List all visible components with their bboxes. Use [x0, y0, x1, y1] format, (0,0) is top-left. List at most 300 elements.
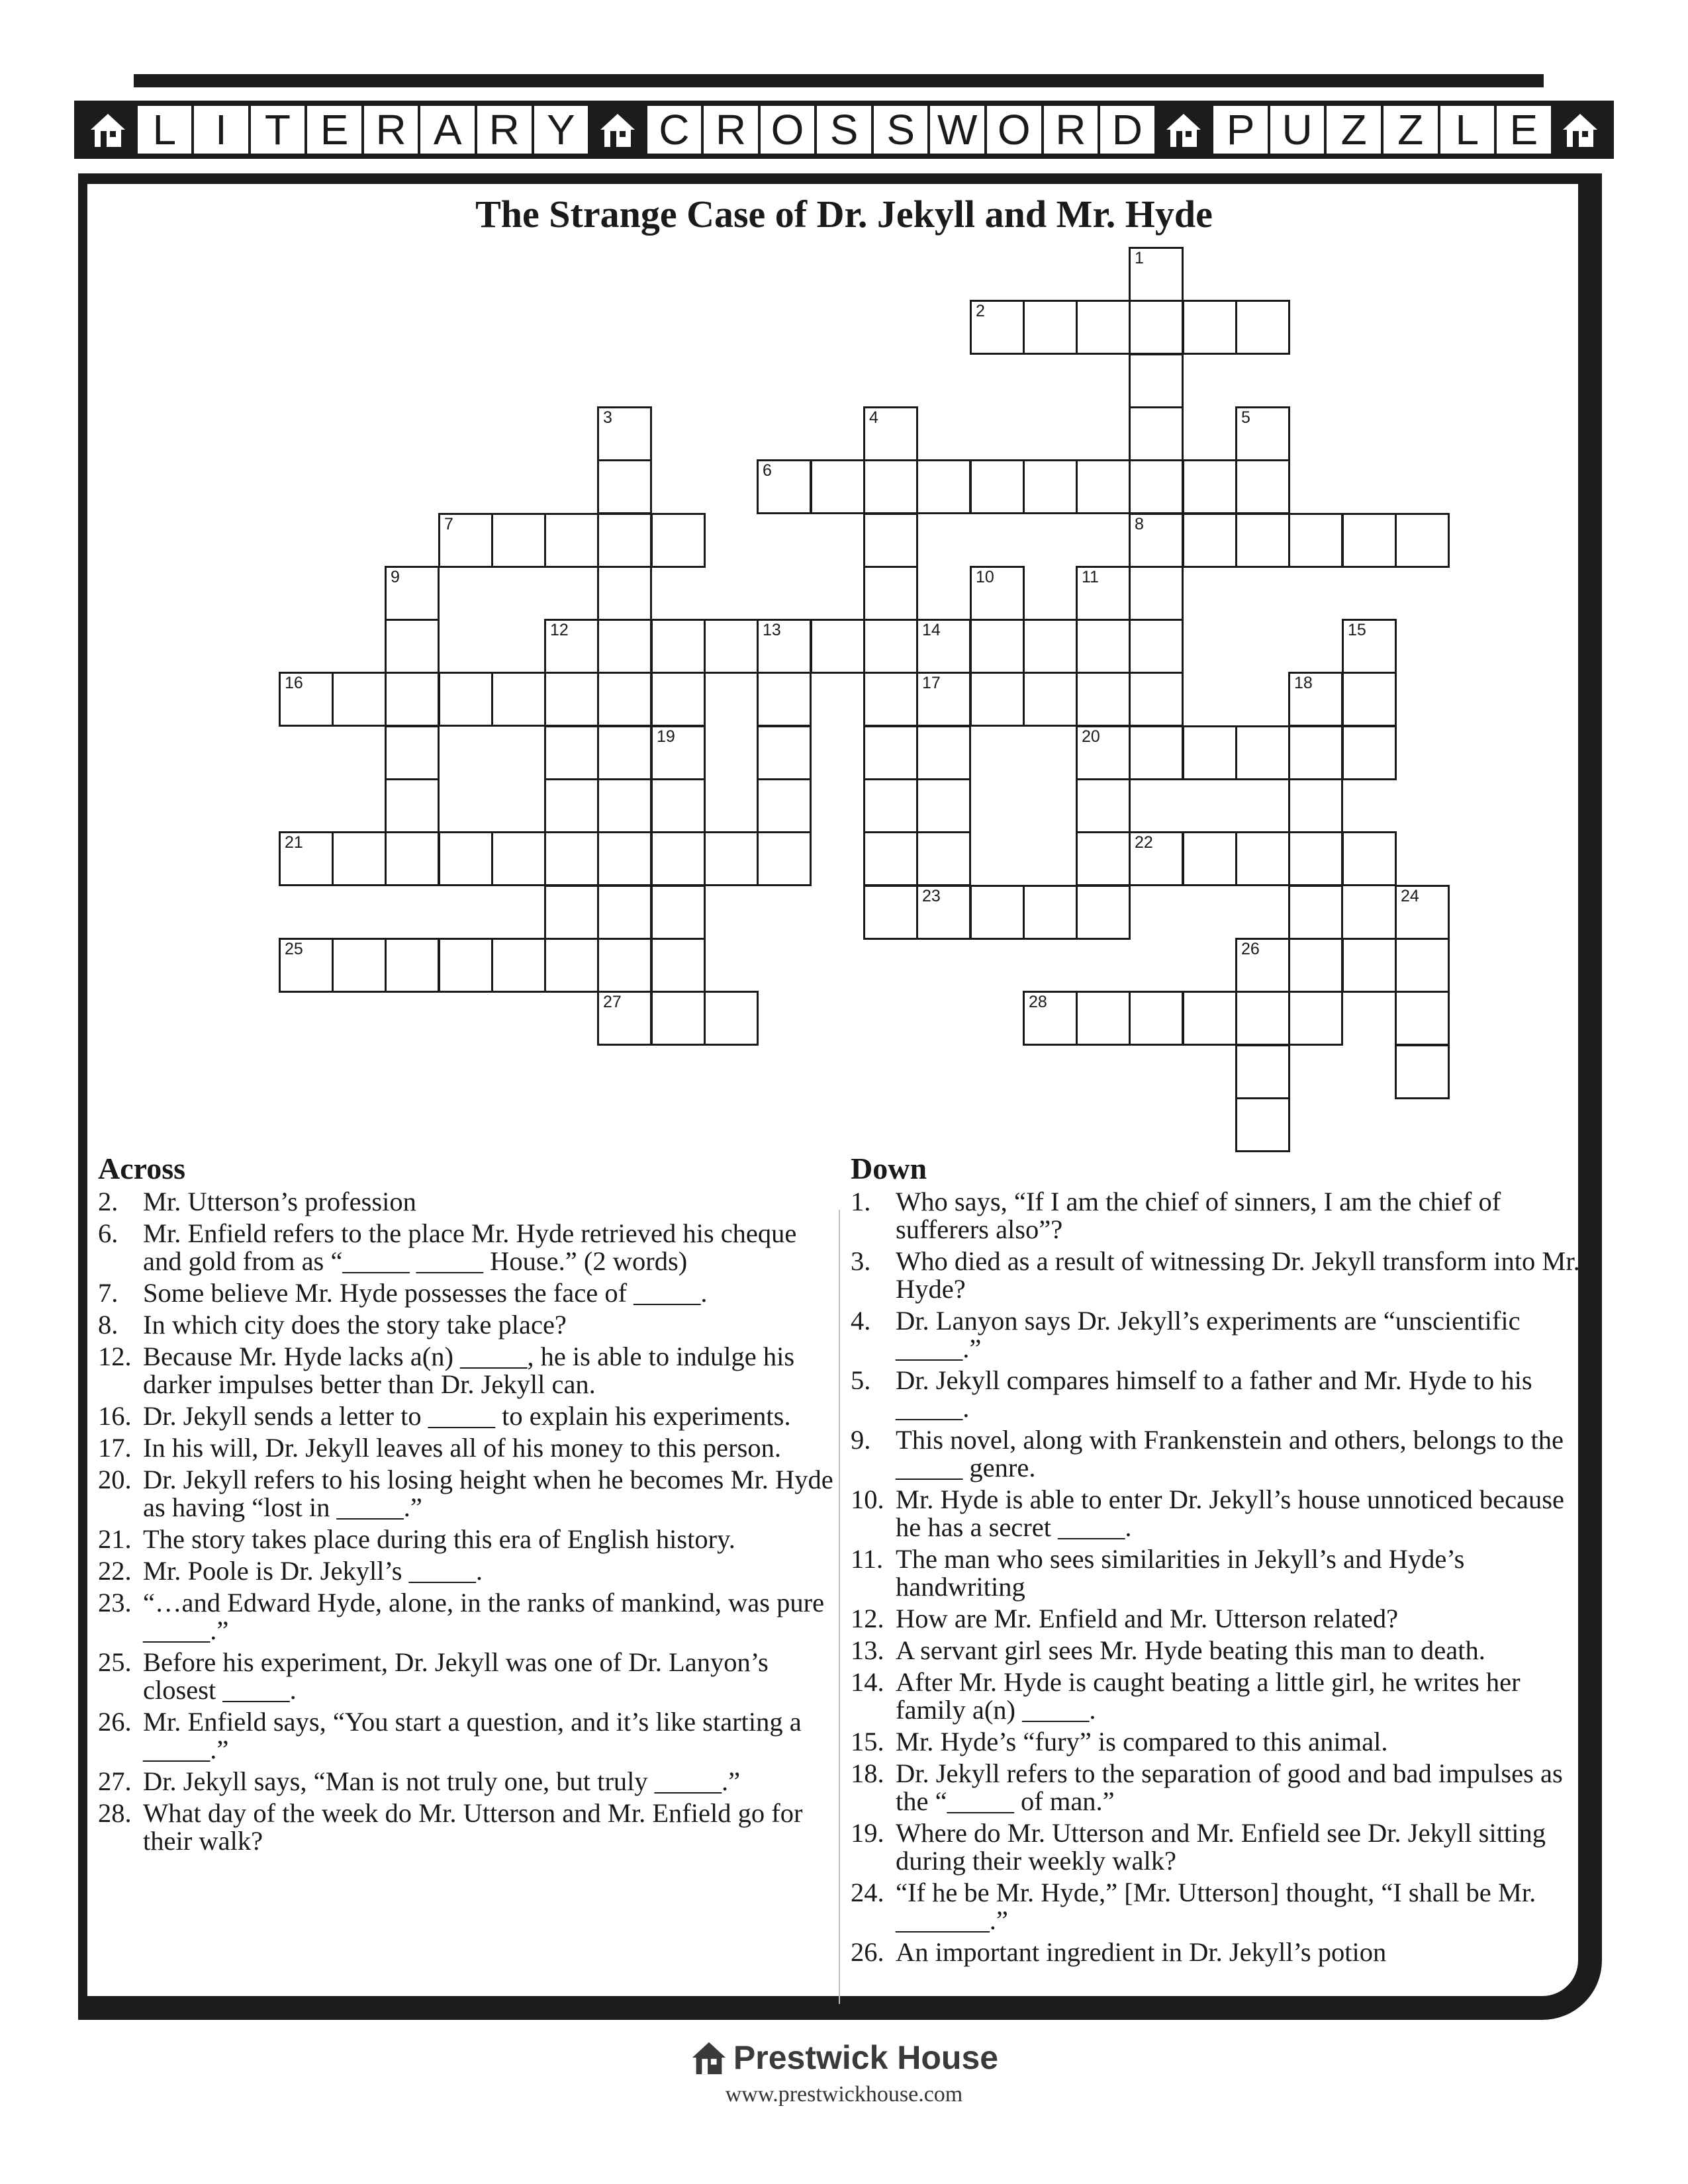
- clue-number: 23.: [98, 1587, 132, 1617]
- grid-cell[interactable]: [1129, 619, 1184, 674]
- across-clue: [98, 1799, 834, 1855]
- grid-cell[interactable]: [597, 725, 652, 780]
- footer-brand-name: Prestwick House: [733, 2039, 999, 2076]
- clue-text: Dr. Jekyll compares himself to a father and Mr. Hyde to his _____.: [896, 1365, 1532, 1423]
- grid-cell[interactable]: [1235, 1044, 1290, 1099]
- grid-cell[interactable]: [544, 725, 599, 780]
- banner-letter: L: [1440, 106, 1495, 154]
- cell-number: 5: [1241, 408, 1250, 427]
- grid-cell[interactable]: [1129, 406, 1184, 461]
- clue-number: 26.: [851, 1936, 884, 1967]
- grid-cell[interactable]: [1288, 725, 1343, 780]
- grid-cell[interactable]: [970, 885, 1025, 940]
- down-clues: [851, 1152, 1585, 1970]
- clue-number: 24.: [851, 1877, 884, 1907]
- grid-cell[interactable]: [651, 938, 706, 993]
- grid-cell[interactable]: [651, 885, 706, 940]
- grid-cell[interactable]: [1235, 725, 1290, 780]
- grid-cell[interactable]: [1235, 938, 1290, 993]
- grid-cell[interactable]: [863, 566, 918, 621]
- grid-cell[interactable]: [863, 725, 918, 780]
- grid-cell[interactable]: [438, 831, 493, 886]
- grid-cell[interactable]: [438, 672, 493, 727]
- cell-number: 14: [922, 621, 941, 639]
- cell-number: 17: [922, 674, 941, 692]
- clue-number: 27.: [98, 1766, 132, 1796]
- across-heading: Across: [98, 1152, 186, 1185]
- cell-number: 10: [976, 568, 994, 586]
- grid-cell[interactable]: [1129, 459, 1184, 514]
- clue-number: 11.: [851, 1543, 884, 1574]
- clue-text: An important ingredient in Dr. Jekyll’s potion: [896, 1936, 1387, 1967]
- grid-cell[interactable]: [544, 778, 599, 833]
- banner-letter: I: [194, 106, 248, 154]
- clue-text: Who died as a result of witnessing Dr. Jekyll transform into Mr. Hyde?: [896, 1246, 1580, 1304]
- down-clue: [851, 1668, 1585, 1724]
- clue-text: The man who sees similarities in Jekyll’s and Hyde’s handwriting: [896, 1543, 1465, 1602]
- down-clue: [851, 1188, 1585, 1244]
- grid-cell[interactable]: [863, 778, 918, 833]
- clue-number: 19.: [851, 1817, 884, 1848]
- grid-cell[interactable]: [810, 459, 865, 514]
- cell-number: 26: [1241, 940, 1260, 958]
- cell-number: 8: [1135, 515, 1144, 533]
- grid-cell[interactable]: [385, 619, 440, 674]
- grid-cell[interactable]: [597, 566, 652, 621]
- cell-number: 27: [603, 993, 622, 1011]
- clue-text: Before his experiment, Dr. Jekyll was one of Dr. Lanyon’s closest _____.: [143, 1647, 769, 1705]
- cell-number: 7: [444, 515, 453, 533]
- grid-cell[interactable]: [597, 459, 652, 514]
- cell-number: 18: [1294, 674, 1313, 692]
- clue-number: 12.: [98, 1341, 132, 1371]
- grid-cell[interactable]: [1129, 300, 1184, 355]
- clue-number: 21.: [98, 1524, 132, 1554]
- grid-cell[interactable]: [704, 991, 759, 1046]
- grid-cell[interactable]: [863, 406, 918, 461]
- banner-letter: R: [364, 106, 418, 154]
- clue-number: 14.: [851, 1666, 884, 1697]
- clue-number: 26.: [98, 1706, 132, 1737]
- grid-cell[interactable]: [1076, 459, 1131, 514]
- clue-number: 18.: [851, 1758, 884, 1788]
- cell-number: 6: [763, 461, 772, 480]
- grid-cell[interactable]: [597, 619, 652, 674]
- across-clue: [98, 1311, 834, 1339]
- grid-cell[interactable]: [385, 725, 440, 780]
- grid-cell[interactable]: [757, 672, 812, 727]
- grid-cell[interactable]: [757, 725, 812, 780]
- grid-cell[interactable]: [757, 619, 812, 674]
- clue-number: 3.: [851, 1246, 871, 1276]
- clue-number: 6.: [98, 1218, 118, 1248]
- grid-cell[interactable]: [651, 619, 706, 674]
- grid-cell[interactable]: [544, 513, 599, 568]
- grid-cell[interactable]: [757, 831, 812, 886]
- clue-number: 16.: [98, 1400, 132, 1431]
- grid-cell[interactable]: [1023, 619, 1078, 674]
- grid-cell[interactable]: [491, 513, 546, 568]
- across-clue: [98, 1188, 834, 1216]
- across-clue: [98, 1525, 834, 1553]
- grid-cell[interactable]: [1076, 885, 1131, 940]
- grid-cell[interactable]: [597, 778, 652, 833]
- banner-letter: E: [307, 106, 361, 154]
- down-heading: Down: [851, 1152, 927, 1185]
- down-clue: [851, 1728, 1585, 1756]
- grid-cell[interactable]: [1235, 1097, 1290, 1152]
- clue-number: 10.: [851, 1484, 884, 1514]
- grid-cell[interactable]: [597, 885, 652, 940]
- clue-number: 7.: [98, 1277, 118, 1308]
- across-clues: [98, 1152, 834, 1859]
- clue-number: 28.: [98, 1797, 132, 1828]
- down-clue: [851, 1486, 1585, 1541]
- banner-letter: W: [930, 106, 984, 154]
- across-clue: [98, 1708, 834, 1764]
- grid-cell[interactable]: [1129, 353, 1184, 408]
- cell-number: 21: [285, 833, 303, 852]
- grid-cell[interactable]: [863, 619, 918, 674]
- grid-cell[interactable]: [863, 672, 918, 727]
- grid-cell[interactable]: [863, 885, 918, 940]
- cell-number: 28: [1029, 993, 1047, 1011]
- clue-number: 13.: [851, 1635, 884, 1665]
- grid-cell[interactable]: [1288, 778, 1343, 833]
- clue-text: “If he be Mr. Hyde,” [Mr. Utterson] thought, “I shall be Mr. _______.”: [896, 1877, 1536, 1935]
- clue-text: Some believe Mr. Hyde possesses the face of _____.: [143, 1277, 708, 1308]
- clue-text: Mr. Utterson’s profession: [143, 1186, 416, 1216]
- clue-text: Because Mr. Hyde lacks a(n) _____, he is able to indulge his darker impulses better than Dr. Jekyll can.: [143, 1341, 795, 1399]
- clue-text: Mr. Enfield refers to the place Mr. Hyde retrieved his cheque and gold from as “_____ _____ House.” (2 words): [143, 1218, 797, 1276]
- grid-cell[interactable]: [916, 831, 971, 886]
- grid-cell[interactable]: [651, 991, 706, 1046]
- grid-cell[interactable]: [916, 619, 971, 674]
- house-logo-icon: [690, 2038, 728, 2077]
- grid-cell[interactable]: [757, 459, 812, 514]
- grid-cell[interactable]: [1182, 300, 1237, 355]
- grid-cell[interactable]: [1023, 885, 1078, 940]
- grid-cell[interactable]: [651, 513, 706, 568]
- grid-cell[interactable]: [1288, 513, 1343, 568]
- grid-cell[interactable]: [385, 831, 440, 886]
- cell-number: 13: [763, 621, 781, 639]
- down-clue: [851, 1938, 1585, 1966]
- grid-cell[interactable]: [1395, 938, 1450, 993]
- grid-cell[interactable]: [1288, 672, 1343, 727]
- down-clue: [851, 1879, 1585, 1934]
- grid-cell[interactable]: [1023, 300, 1078, 355]
- grid-cell[interactable]: [1182, 459, 1237, 514]
- puzzle-title: The Strange Case of Dr. Jekyll and Mr. Hyde: [475, 193, 1213, 236]
- across-clue: [98, 1220, 834, 1275]
- across-clue: [98, 1557, 834, 1585]
- clue-text: The story takes place during this era of English history.: [143, 1524, 735, 1554]
- banner-letter: O: [761, 106, 815, 154]
- grid-cell[interactable]: [1182, 831, 1237, 886]
- clue-text: “…and Edward Hyde, alone, in the ranks of mankind, was pure _____.”: [143, 1587, 825, 1645]
- clue-text: Dr. Jekyll sends a letter to _____ to explain his experiments.: [143, 1400, 791, 1431]
- down-clue: [851, 1545, 1585, 1601]
- banner-letter: P: [1213, 106, 1268, 154]
- clue-text: Dr. Jekyll refers to his losing height when he becomes Mr. Hyde as having “lost in _____.”: [143, 1464, 833, 1522]
- grid-cell[interactable]: [970, 619, 1025, 674]
- grid-cell[interactable]: [1023, 991, 1078, 1046]
- grid-cell[interactable]: [385, 672, 440, 727]
- grid-cell[interactable]: [438, 938, 493, 993]
- banner-letter: R: [1044, 106, 1098, 154]
- across-clue: [98, 1402, 834, 1430]
- grid-cell[interactable]: [916, 459, 971, 514]
- grid-cell[interactable]: [1395, 1044, 1450, 1099]
- banner-letter: Z: [1327, 106, 1381, 154]
- grid-cell[interactable]: [1129, 725, 1184, 780]
- grid-cell[interactable]: [916, 725, 971, 780]
- grid-cell[interactable]: [1182, 513, 1237, 568]
- grid-cell[interactable]: [1076, 991, 1131, 1046]
- grid-cell[interactable]: [597, 938, 652, 993]
- grid-cell[interactable]: [491, 938, 546, 993]
- grid-cell[interactable]: [863, 459, 918, 514]
- grid-cell[interactable]: [651, 725, 706, 780]
- cell-number: 2: [976, 302, 985, 320]
- grid-cell[interactable]: [970, 459, 1025, 514]
- banner-letter: D: [1100, 106, 1154, 154]
- grid-cell[interactable]: [1023, 459, 1078, 514]
- clue-number: 20.: [98, 1464, 132, 1494]
- footer-brand: [0, 2038, 1688, 2077]
- grid-cell[interactable]: [651, 831, 706, 886]
- grid-cell[interactable]: [916, 672, 971, 727]
- clue-number: 5.: [851, 1365, 871, 1395]
- banner-letter: L: [138, 106, 192, 154]
- clue-text: Mr. Hyde is able to enter Dr. Jekyll’s house unnoticed because he has a secret _____.: [896, 1484, 1565, 1542]
- cell-number: 12: [550, 621, 569, 639]
- banner-letter: R: [477, 106, 532, 154]
- grid-cell[interactable]: [491, 831, 546, 886]
- across-clue: [98, 1466, 834, 1522]
- grid-cell[interactable]: [544, 619, 599, 674]
- grid-cell[interactable]: [651, 778, 706, 833]
- banner-letter: R: [704, 106, 758, 154]
- grid-cell[interactable]: [1182, 991, 1237, 1046]
- cell-number: 19: [657, 727, 675, 746]
- clue-text: How are Mr. Enfield and Mr. Utterson related?: [896, 1603, 1399, 1633]
- grid-cell[interactable]: [1395, 513, 1450, 568]
- banner-letter: U: [1270, 106, 1325, 154]
- clue-text: Dr. Jekyll refers to the separation of good and bad impulses as the “_____ of man.”: [896, 1758, 1563, 1816]
- grid-cell[interactable]: [279, 831, 334, 886]
- banner-letter: E: [1497, 106, 1551, 154]
- cell-number: 22: [1135, 833, 1153, 852]
- clue-number: 12.: [851, 1603, 884, 1633]
- grid-cell[interactable]: [544, 672, 599, 727]
- clue-number: 25.: [98, 1647, 132, 1677]
- cell-number: 23: [922, 887, 941, 905]
- clue-number: 22.: [98, 1555, 132, 1586]
- clue-text: Dr. Lanyon says Dr. Jekyll’s experiments are “unscientific _____.”: [896, 1305, 1521, 1363]
- banner-letter: S: [817, 106, 871, 154]
- grid-cell[interactable]: [1129, 831, 1184, 886]
- cell-number: 3: [603, 408, 612, 427]
- clue-text: Mr. Enfield says, “You start a question, and it’s like starting a _____.”: [143, 1706, 802, 1764]
- cell-number: 24: [1401, 887, 1419, 905]
- grid-cell[interactable]: [970, 300, 1025, 355]
- grid-cell[interactable]: [385, 938, 440, 993]
- grid-cell[interactable]: [1076, 831, 1131, 886]
- grid-cell[interactable]: [1235, 300, 1290, 355]
- grid-cell[interactable]: [1235, 513, 1290, 568]
- clue-text: Who says, “If I am the chief of sinners, I am the chief of sufferers also”?: [896, 1186, 1501, 1244]
- grid-cell[interactable]: [1342, 672, 1397, 727]
- clue-number: 9.: [851, 1424, 871, 1455]
- clue-text: In his will, Dr. Jekyll leaves all of his money to this person.: [143, 1432, 782, 1463]
- banner-letter: Z: [1383, 106, 1438, 154]
- grid-cell[interactable]: [863, 513, 918, 568]
- cell-number: 1: [1135, 249, 1144, 267]
- grid-cell[interactable]: [1395, 885, 1450, 940]
- grid-cell[interactable]: [1076, 672, 1131, 727]
- clue-number: 4.: [851, 1305, 871, 1336]
- down-clue: [851, 1819, 1585, 1875]
- down-clue: [851, 1760, 1585, 1815]
- grid-cell[interactable]: [1023, 672, 1078, 727]
- grid-cell[interactable]: [597, 831, 652, 886]
- grid-cell[interactable]: [544, 831, 599, 886]
- grid-cell[interactable]: [1235, 406, 1290, 461]
- across-clue: [98, 1768, 834, 1796]
- grid-cell[interactable]: [1129, 566, 1184, 621]
- footer-url: www.prestwickhouse.com: [725, 2082, 963, 2107]
- clue-number: 15.: [851, 1726, 884, 1756]
- down-clue: [851, 1248, 1585, 1303]
- cell-number: 25: [285, 940, 303, 958]
- grid-cell[interactable]: [332, 672, 387, 727]
- grid-cell[interactable]: [332, 938, 387, 993]
- down-clue: [851, 1426, 1585, 1482]
- grid-cell[interactable]: [1235, 991, 1290, 1046]
- banner-letter: S: [874, 106, 928, 154]
- clue-text: What day of the week do Mr. Utterson and Mr. Enfield go for their walk?: [143, 1797, 803, 1856]
- grid-cell[interactable]: [1129, 991, 1184, 1046]
- grid-cell[interactable]: [544, 938, 599, 993]
- down-clue: [851, 1637, 1585, 1664]
- grid-cell[interactable]: [279, 672, 334, 727]
- across-clue: [98, 1589, 834, 1645]
- grid-cell[interactable]: [757, 778, 812, 833]
- grid-cell[interactable]: [1129, 672, 1184, 727]
- cell-number: 11: [1082, 568, 1099, 586]
- clue-text: This novel, along with Frankenstein and others, belongs to the _____ genre.: [896, 1424, 1564, 1482]
- grid-cell[interactable]: [1342, 831, 1397, 886]
- grid-cell[interactable]: [385, 778, 440, 833]
- cell-number: 9: [391, 568, 400, 586]
- grid-cell[interactable]: [810, 619, 865, 674]
- banner-letter: O: [987, 106, 1041, 154]
- grid-cell[interactable]: [1235, 459, 1290, 514]
- clue-number: 2.: [98, 1186, 118, 1216]
- grid-cell[interactable]: [651, 672, 706, 727]
- grid-cell[interactable]: [1288, 938, 1343, 993]
- across-clue: [98, 1343, 834, 1398]
- down-clue: [851, 1367, 1585, 1422]
- clue-number: 1.: [851, 1186, 871, 1216]
- down-clue: [851, 1605, 1585, 1633]
- grid-cell[interactable]: [1288, 885, 1343, 940]
- grid-cell[interactable]: [1076, 725, 1131, 780]
- grid-cell[interactable]: [704, 831, 759, 886]
- grid-cell[interactable]: [916, 778, 971, 833]
- grid-cell[interactable]: [863, 831, 918, 886]
- banner-letter: C: [647, 106, 702, 154]
- grid-cell[interactable]: [597, 672, 652, 727]
- grid-cell[interactable]: [597, 991, 652, 1046]
- grid-cell[interactable]: [1076, 300, 1131, 355]
- column-divider: [839, 1210, 840, 2004]
- grid-cell[interactable]: [1342, 725, 1397, 780]
- banner-letter: T: [251, 106, 305, 154]
- clue-text: Dr. Jekyll says, “Man is not truly one, but truly _____.”: [143, 1766, 741, 1796]
- grid-cell[interactable]: [544, 885, 599, 940]
- across-clue: [98, 1649, 834, 1704]
- grid-cell[interactable]: [704, 619, 759, 674]
- banner-letter: Y: [534, 106, 588, 154]
- grid-cell[interactable]: [1076, 566, 1131, 621]
- across-list: [98, 1188, 834, 1855]
- grid-cell[interactable]: [970, 566, 1025, 621]
- grid-cell[interactable]: [1182, 725, 1237, 780]
- clue-text: Where do Mr. Utterson and Mr. Enfield see Dr. Jekyll sitting during their weekly walk?: [896, 1817, 1546, 1876]
- down-list: [851, 1188, 1585, 1966]
- clue-text: Mr. Hyde’s “fury” is compared to this animal.: [896, 1726, 1388, 1756]
- grid-cell[interactable]: [970, 672, 1025, 727]
- across-clue: [98, 1434, 834, 1462]
- grid-cell[interactable]: [1342, 513, 1397, 568]
- grid-cell[interactable]: [1288, 831, 1343, 886]
- grid-cell[interactable]: [597, 406, 652, 461]
- cell-number: 20: [1082, 727, 1100, 746]
- cell-number: 16: [285, 674, 303, 692]
- grid-cell[interactable]: [1076, 778, 1131, 833]
- clue-text: Mr. Poole is Dr. Jekyll’s _____.: [143, 1555, 483, 1586]
- grid-cell[interactable]: [1288, 991, 1343, 1046]
- grid-cell[interactable]: [597, 513, 652, 568]
- clue-text: After Mr. Hyde is caught beating a little girl, he writes her family a(n) _____.: [896, 1666, 1521, 1725]
- clue-text: In which city does the story take place?: [143, 1309, 567, 1340]
- grid-cell[interactable]: [1342, 938, 1397, 993]
- grid-cell[interactable]: [1342, 619, 1397, 674]
- grid-cell[interactable]: [491, 672, 546, 727]
- cell-number: 4: [869, 408, 878, 427]
- grid-cell[interactable]: [332, 831, 387, 886]
- grid-cell[interactable]: [279, 938, 334, 993]
- clue-number: 8.: [98, 1309, 118, 1340]
- clue-number: 17.: [98, 1432, 132, 1463]
- grid-cell[interactable]: [385, 566, 440, 621]
- grid-cell[interactable]: [438, 513, 493, 568]
- cell-number: 15: [1348, 621, 1366, 639]
- grid-cell[interactable]: [1129, 513, 1184, 568]
- down-clue: [851, 1307, 1585, 1363]
- grid-cell[interactable]: [1076, 619, 1131, 674]
- banner-letter: A: [420, 106, 475, 154]
- grid-cell[interactable]: [1235, 831, 1290, 886]
- clue-text: A servant girl sees Mr. Hyde beating this man to death.: [896, 1635, 1485, 1665]
- grid-cell[interactable]: [1395, 991, 1450, 1046]
- across-clue: [98, 1279, 834, 1307]
- grid-cell[interactable]: [1129, 247, 1184, 302]
- grid-cell[interactable]: [916, 885, 971, 940]
